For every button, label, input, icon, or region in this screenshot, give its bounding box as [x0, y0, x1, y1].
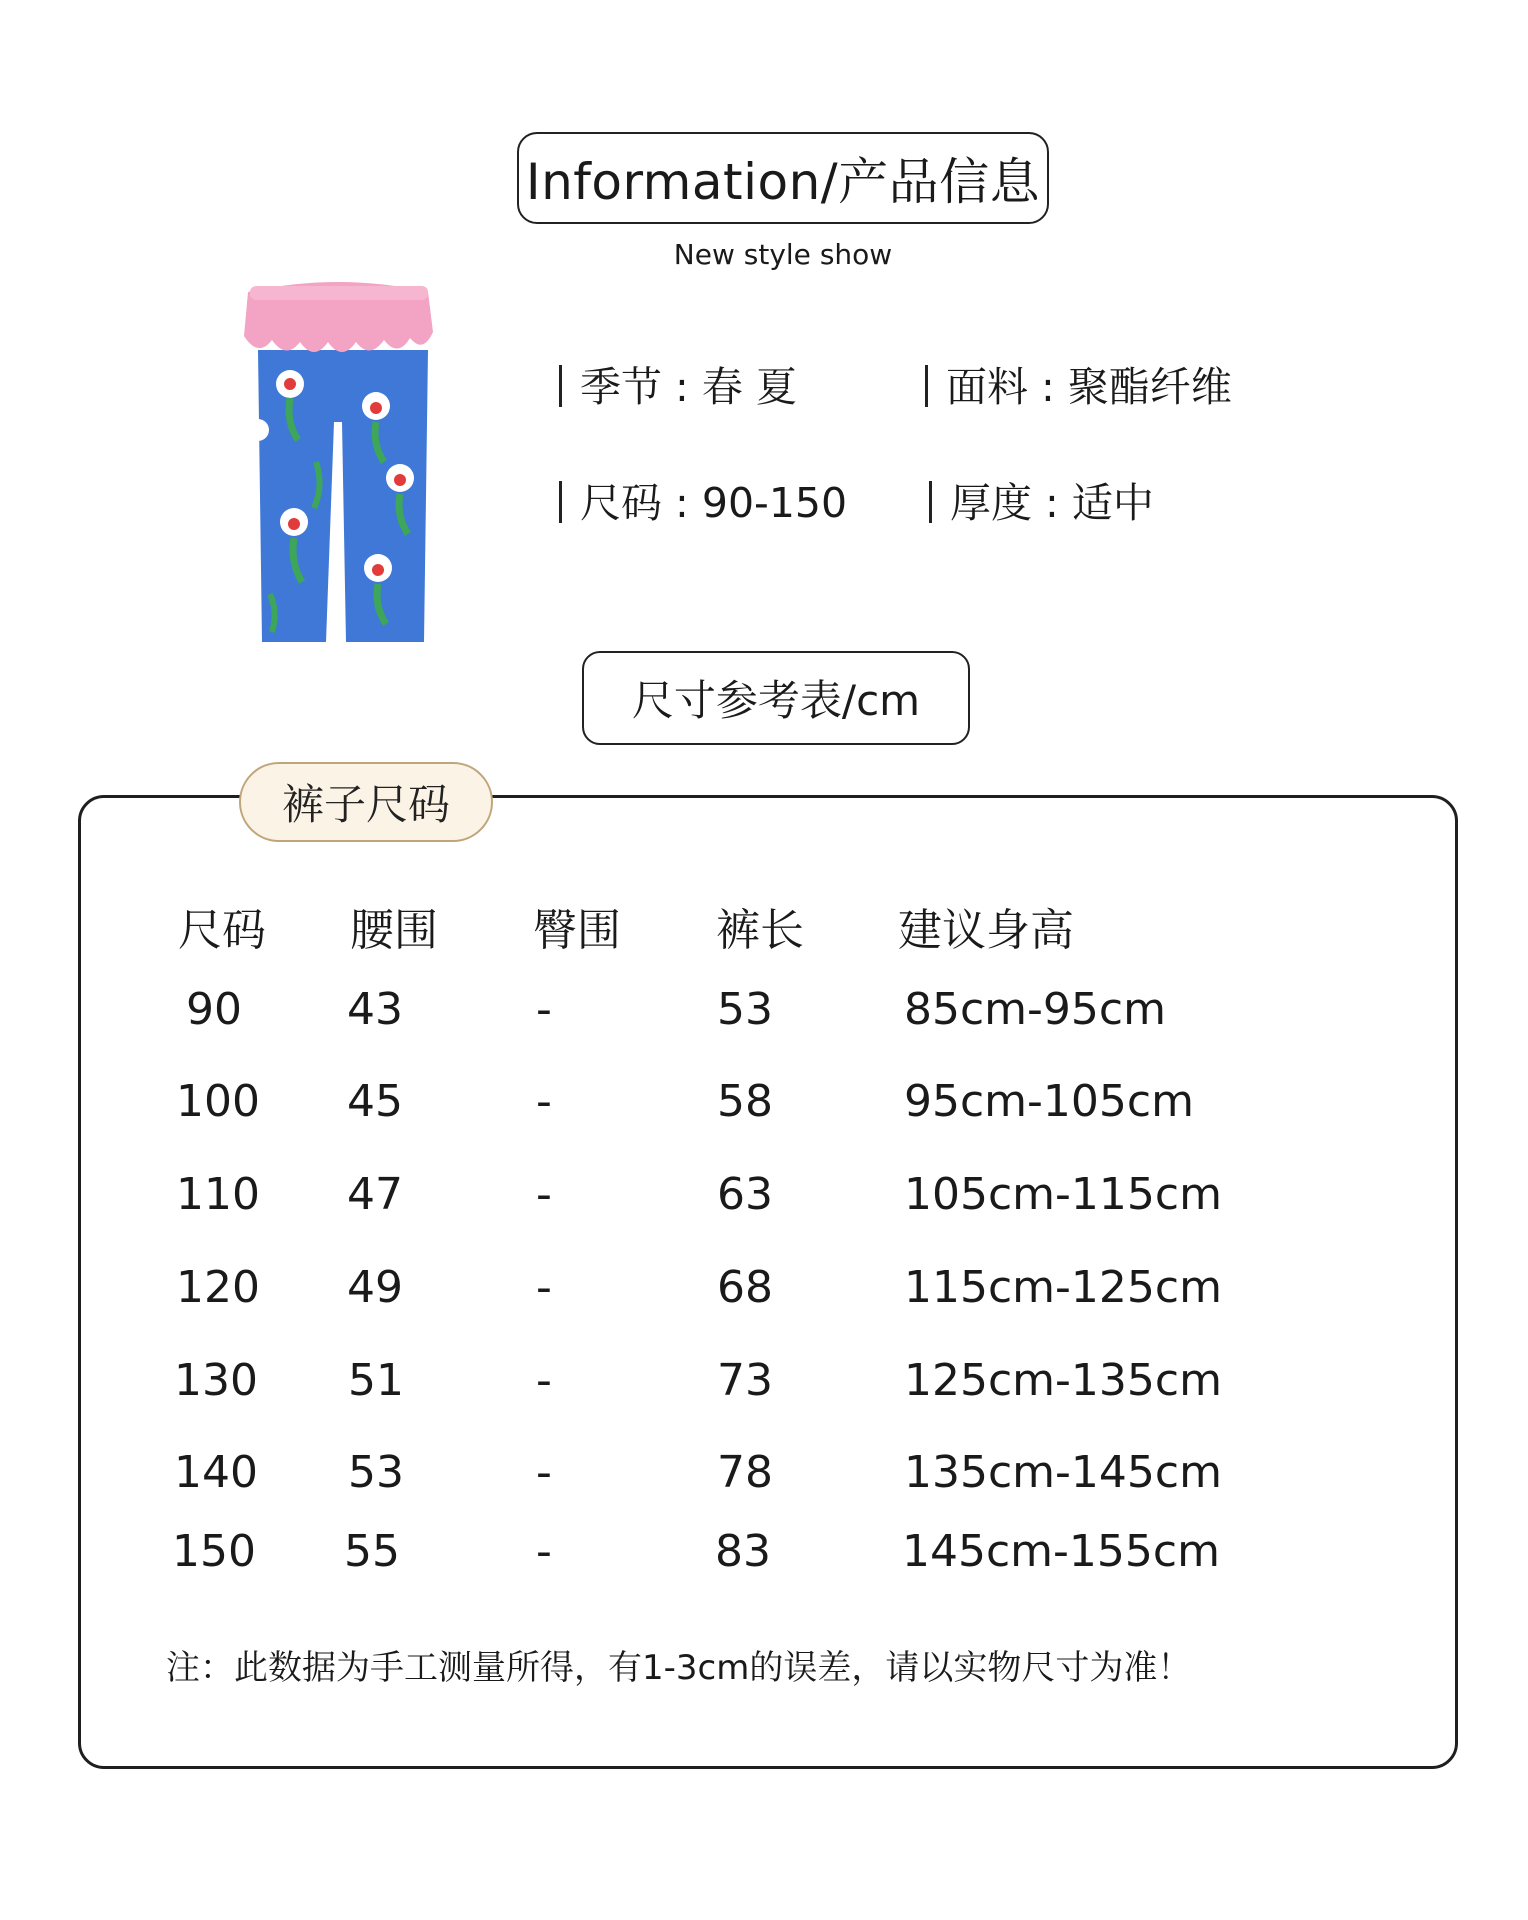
- cell-waist: 55: [344, 1526, 400, 1577]
- cell-hip: -: [536, 1355, 552, 1406]
- pants-size-tag-label: 裤子尺码: [281, 780, 450, 829]
- cell-height: 95cm-105cm: [904, 1076, 1194, 1127]
- cell-height: 125cm-135cm: [904, 1355, 1222, 1406]
- cell-hip: -: [536, 1262, 552, 1313]
- cell-hip: -: [536, 1076, 552, 1127]
- cell-length: 73: [717, 1355, 773, 1406]
- size-chart-title-box: [582, 651, 970, 745]
- info-size-text: 尺码 : 90-150: [580, 479, 848, 527]
- cell-size: 90: [186, 984, 242, 1035]
- cell-size: 100: [176, 1076, 260, 1127]
- cell-height: 135cm-145cm: [904, 1447, 1222, 1498]
- info-season: [559, 354, 797, 413]
- cell-length: 58: [717, 1076, 773, 1127]
- header-hip: 臀围: [533, 905, 621, 956]
- measurement-note: 注：此数据为手工测量所得，有1-3cm的误差，请以实物尺寸为准！: [166, 1648, 1192, 1688]
- cell-size: 150: [172, 1526, 256, 1577]
- info-size: [559, 470, 847, 529]
- cell-height: 145cm-155cm: [902, 1526, 1220, 1577]
- cell-length: 68: [717, 1262, 773, 1313]
- page-title-box: [517, 132, 1049, 224]
- divider-bar: [929, 481, 932, 523]
- info-fabric-text: 面料 : 聚酯纤维: [946, 363, 1232, 411]
- header-length: 裤长: [716, 905, 804, 956]
- info-thickness-text: 厚度 : 适中: [950, 479, 1154, 527]
- divider-bar: [925, 365, 928, 407]
- cell-size: 140: [174, 1447, 258, 1498]
- cell-waist: 53: [348, 1447, 404, 1498]
- header-size: 尺码: [178, 905, 266, 956]
- cell-length: 78: [717, 1447, 773, 1498]
- cell-height: 115cm-125cm: [904, 1262, 1222, 1313]
- cell-waist: 45: [347, 1076, 403, 1127]
- info-thickness: [929, 470, 1154, 529]
- page-title: Information/产品信息: [525, 153, 1041, 211]
- cell-length: 53: [717, 984, 773, 1035]
- cell-size: 130: [174, 1355, 258, 1406]
- cell-hip: -: [536, 984, 552, 1035]
- cell-waist: 49: [347, 1262, 403, 1313]
- page-subtitle: New style show: [673, 238, 893, 271]
- ruffle-leggings-image: [228, 272, 448, 644]
- cell-length: 63: [717, 1169, 773, 1220]
- divider-bar: [559, 365, 562, 407]
- cell-waist: 43: [347, 984, 403, 1035]
- header-waist: 腰围: [350, 905, 438, 956]
- cell-height: 85cm-95cm: [904, 984, 1166, 1035]
- cell-size: 120: [176, 1262, 260, 1313]
- cell-height: 105cm-115cm: [904, 1169, 1222, 1220]
- info-fabric: [925, 354, 1232, 413]
- cell-hip: -: [536, 1169, 552, 1220]
- cell-hip: -: [536, 1526, 552, 1577]
- cell-hip: -: [536, 1447, 552, 1498]
- info-season-text: 季节 : 春 夏: [580, 363, 797, 411]
- cell-waist: 51: [348, 1355, 404, 1406]
- cell-waist: 47: [347, 1169, 403, 1220]
- size-chart-title: 尺寸参考表/cm: [631, 676, 921, 725]
- cell-length: 83: [715, 1526, 771, 1577]
- pants-size-tag: [239, 762, 493, 842]
- cell-size: 110: [176, 1169, 260, 1220]
- header-height: 建议身高: [898, 905, 1074, 956]
- divider-bar: [559, 481, 562, 523]
